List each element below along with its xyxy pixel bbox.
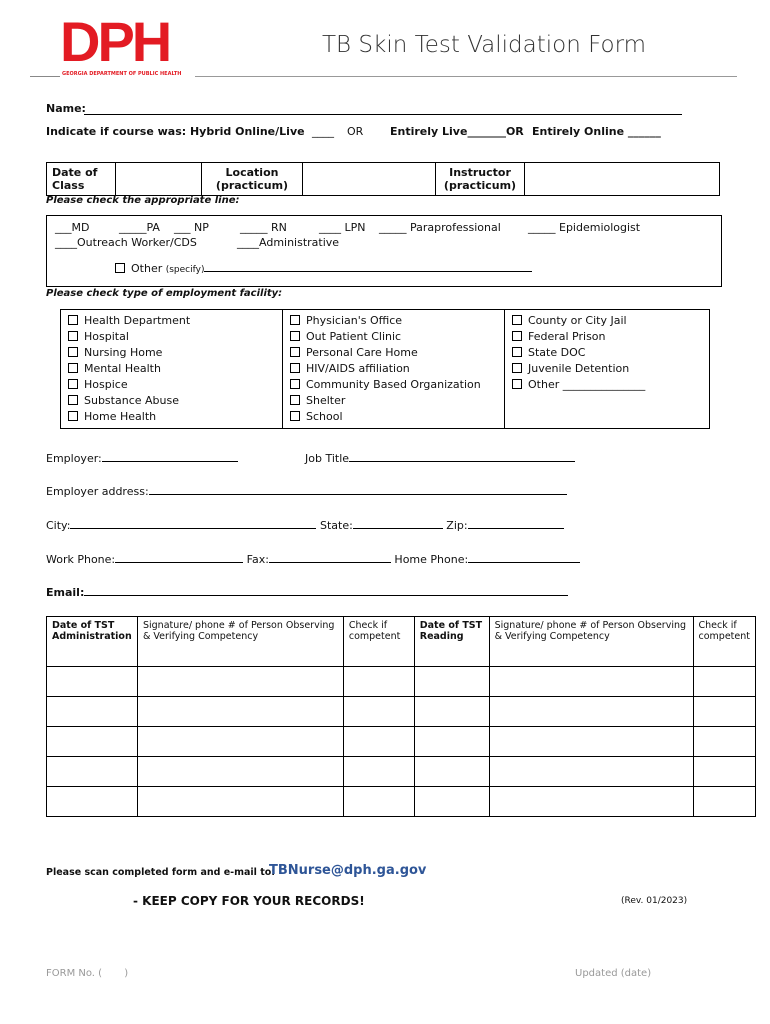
facility-option-state-doc[interactable] bbox=[512, 345, 702, 361]
checkbox-icon[interactable] bbox=[68, 331, 78, 341]
tst-cell-reading-date[interactable] bbox=[414, 667, 489, 697]
tst-cell-admin-competent[interactable] bbox=[343, 757, 414, 787]
facility-col-1 bbox=[61, 310, 283, 429]
prof-admin[interactable]: ____Administrative bbox=[237, 236, 340, 249]
facility-option-juvenile-detention[interactable] bbox=[512, 361, 702, 377]
tst-cell-reading-date[interactable] bbox=[414, 697, 489, 727]
checkbox-icon[interactable] bbox=[290, 395, 300, 405]
tst-cell-reading-competent[interactable] bbox=[693, 787, 755, 817]
logo-rule bbox=[30, 76, 60, 77]
employer-address-row bbox=[46, 484, 567, 498]
tst-cell-admin-competent[interactable] bbox=[343, 787, 414, 817]
facility-option-hospital[interactable] bbox=[68, 329, 275, 345]
tst-header-reading-signature: Signature/ phone # of Person Observing & Verifying Competency bbox=[489, 617, 693, 667]
facility-table bbox=[60, 309, 710, 429]
tst-row bbox=[47, 787, 756, 817]
facility-option-mental-health[interactable] bbox=[68, 361, 275, 377]
scan-text: Please scan completed form and e-mail to: bbox=[46, 867, 276, 878]
facility-option-label: County or City Jail bbox=[528, 314, 627, 327]
keep-copy-text: - KEEP COPY FOR YOUR RECORDS! bbox=[133, 894, 365, 908]
date-of-class-field[interactable] bbox=[116, 163, 202, 196]
tst-cell-reading-competent[interactable] bbox=[693, 697, 755, 727]
employer-row bbox=[46, 451, 238, 465]
prof-other-row[interactable] bbox=[115, 261, 532, 275]
employer-address-field[interactable] bbox=[149, 484, 567, 495]
prof-md[interactable]: ___MD bbox=[55, 221, 90, 234]
prof-rn[interactable]: _____ RN bbox=[240, 221, 287, 234]
facility-option-out-patient-clinic[interactable] bbox=[290, 329, 497, 345]
tst-cell-admin-date[interactable] bbox=[47, 787, 138, 817]
prof-para[interactable]: _____ Paraprofessional bbox=[379, 221, 501, 234]
course-blank[interactable]: ____ bbox=[312, 125, 334, 138]
prof-np[interactable]: ___ NP bbox=[174, 221, 209, 234]
tst-header-admin-date: Date of TST Administration bbox=[47, 617, 138, 667]
email-field[interactable] bbox=[84, 585, 568, 596]
facility-label: Please check type of employment facility: bbox=[46, 288, 283, 299]
fax-field[interactable] bbox=[269, 552, 391, 563]
tst-cell-admin-date[interactable] bbox=[47, 757, 138, 787]
facility-option-label: Substance Abuse bbox=[84, 394, 179, 407]
facility-option-hiv-aids-affiliation[interactable] bbox=[290, 361, 497, 377]
tst-header-reading-date: Date of TST Reading bbox=[414, 617, 489, 667]
facility-option-personal-care-home[interactable] bbox=[290, 345, 497, 361]
facility-option-label: Hospital bbox=[84, 330, 129, 343]
checkbox-icon[interactable] bbox=[68, 315, 78, 325]
professions-box bbox=[46, 215, 722, 287]
name-field[interactable] bbox=[84, 114, 682, 115]
checkbox-icon[interactable] bbox=[512, 363, 522, 373]
form-number: FORM No. ( ) bbox=[46, 968, 129, 979]
other-checkbox[interactable] bbox=[115, 263, 125, 273]
fax-label: Fax: bbox=[246, 553, 269, 566]
facility-option-label: Health Department bbox=[84, 314, 191, 327]
prof-epi[interactable]: _____ Epidemiologist bbox=[528, 221, 641, 234]
facility-option-label: School bbox=[306, 410, 343, 423]
checkbox-icon[interactable] bbox=[512, 347, 522, 357]
checkbox-icon[interactable] bbox=[290, 411, 300, 421]
state-field[interactable] bbox=[353, 518, 443, 529]
checkbox-icon[interactable] bbox=[68, 347, 78, 357]
checkbox-icon[interactable] bbox=[68, 363, 78, 373]
title-rule bbox=[195, 76, 737, 77]
instructor-label: Instructor (practicum) bbox=[436, 163, 525, 196]
facility-option-label: Shelter bbox=[306, 394, 346, 407]
tst-cell-admin-signature[interactable] bbox=[137, 727, 343, 757]
job-title-field[interactable] bbox=[349, 451, 575, 462]
tst-cell-admin-signature[interactable] bbox=[137, 757, 343, 787]
facility-option-label: Out Patient Clinic bbox=[306, 330, 402, 343]
tst-cell-admin-date[interactable] bbox=[47, 697, 138, 727]
facility-option-label: Personal Care Home bbox=[306, 346, 418, 359]
work-phone-field[interactable] bbox=[115, 552, 243, 563]
name-label: Name: bbox=[46, 102, 86, 115]
city-row bbox=[46, 518, 564, 532]
facility-option-label: State DOC bbox=[528, 346, 586, 359]
date-of-class-label: Date of Class bbox=[47, 163, 116, 196]
facility-option-shelter[interactable] bbox=[290, 393, 497, 409]
facility-option-label: Federal Prison bbox=[528, 330, 606, 343]
prof-outreach[interactable]: ____Outreach Worker/CDS bbox=[55, 236, 197, 249]
instructor-field[interactable] bbox=[525, 163, 720, 196]
facility-option-label: Physician's Office bbox=[306, 314, 403, 327]
course-entirely-live[interactable]: Entirely Live_______OR bbox=[390, 125, 524, 138]
facility-option-hospice[interactable] bbox=[68, 377, 275, 393]
facility-option-substance-abuse[interactable] bbox=[68, 393, 275, 409]
facility-option-label: Juvenile Detention bbox=[528, 362, 630, 375]
tst-header-admin-signature: Signature/ phone # of Person Observing & Verifying Competency bbox=[137, 617, 343, 667]
checkbox-icon[interactable] bbox=[68, 395, 78, 405]
checkbox-icon[interactable] bbox=[68, 379, 78, 389]
course-prefix: Indicate if course was: Hybrid Online/Live bbox=[46, 125, 305, 138]
tst-cell-admin-signature[interactable] bbox=[137, 697, 343, 727]
facility-option-label: Other _______________ bbox=[528, 378, 646, 391]
state-label: State: bbox=[319, 519, 353, 532]
facility-option-physician-s-office[interactable] bbox=[290, 313, 497, 329]
facility-option-label: Home Health bbox=[84, 410, 157, 423]
work-phone-label: Work Phone: bbox=[46, 553, 116, 566]
course-or: OR bbox=[347, 125, 364, 138]
facility-option-federal-prison[interactable] bbox=[512, 329, 702, 345]
location-field[interactable] bbox=[303, 163, 436, 196]
checkbox-icon[interactable] bbox=[290, 315, 300, 325]
facility-option-nursing-home[interactable] bbox=[68, 345, 275, 361]
facility-option-label: Hospice bbox=[84, 378, 128, 391]
checkbox-icon[interactable] bbox=[290, 331, 300, 341]
facility-option-school[interactable] bbox=[290, 409, 497, 425]
email-label: Email: bbox=[46, 586, 85, 599]
facility-option-community-based-organization[interactable] bbox=[290, 377, 497, 393]
tst-cell-reading-signature[interactable] bbox=[489, 697, 693, 727]
prof-lpn[interactable]: ____ LPN bbox=[319, 221, 366, 234]
tst-cell-admin-date[interactable] bbox=[47, 667, 138, 697]
logo-letters: DPH bbox=[60, 10, 170, 73]
location-label: Location (practicum) bbox=[202, 163, 303, 196]
tst-cell-reading-competent[interactable] bbox=[693, 727, 755, 757]
logo-subtitle: GEORGIA DEPARTMENT OF PUBLIC HEALTH bbox=[62, 71, 182, 77]
tst-cell-admin-signature[interactable] bbox=[137, 787, 343, 817]
checkbox-icon[interactable] bbox=[290, 379, 300, 389]
prof-other-specify: (specify) bbox=[165, 265, 205, 275]
course-entirely-online[interactable]: Entirely Online ______ bbox=[532, 125, 661, 138]
dph-logo bbox=[30, 10, 195, 80]
tst-cell-reading-signature[interactable] bbox=[489, 757, 693, 787]
checkbox-icon[interactable] bbox=[68, 411, 78, 421]
tst-row bbox=[47, 697, 756, 727]
tst-table bbox=[46, 616, 756, 817]
tst-cell-reading-signature[interactable] bbox=[489, 727, 693, 757]
tst-cell-reading-signature[interactable] bbox=[489, 787, 693, 817]
facility-option-home-health[interactable] bbox=[68, 409, 275, 425]
tst-cell-admin-signature[interactable] bbox=[137, 667, 343, 697]
tst-cell-reading-competent[interactable] bbox=[693, 667, 755, 697]
facility-option-county-or-city-jail[interactable] bbox=[512, 313, 702, 329]
tst-cell-admin-competent[interactable] bbox=[343, 697, 414, 727]
checkbox-icon[interactable] bbox=[290, 347, 300, 357]
employer-label: Employer: bbox=[46, 452, 102, 465]
prof-other: Other bbox=[131, 262, 163, 275]
tst-cell-reading-date[interactable] bbox=[414, 787, 489, 817]
facility-option-health-department[interactable] bbox=[68, 313, 275, 329]
tst-row bbox=[47, 667, 756, 697]
submit-email-link[interactable]: TBNurse@dph.ga.gov bbox=[269, 863, 427, 878]
name-row bbox=[46, 102, 86, 115]
facility-option-label: Nursing Home bbox=[84, 346, 163, 359]
updated-date: Updated (date) bbox=[575, 968, 652, 979]
checkbox-icon[interactable] bbox=[512, 331, 522, 341]
revision-text: (Rev. 01/2023) bbox=[621, 896, 688, 906]
job-title-row bbox=[305, 451, 575, 465]
zip-field[interactable] bbox=[468, 518, 564, 529]
facility-col-3 bbox=[505, 310, 710, 429]
other-specify-field[interactable] bbox=[204, 261, 532, 272]
city-label: City: bbox=[46, 519, 71, 532]
tst-row bbox=[47, 757, 756, 787]
tst-header-admin-competent: Check if competent bbox=[343, 617, 414, 667]
check-line-label: Please check the appropriate line: bbox=[46, 195, 240, 206]
checkbox-icon[interactable] bbox=[512, 315, 522, 325]
facility-option-label: Community Based Organization bbox=[306, 378, 481, 391]
job-title-label: Job Title bbox=[305, 452, 350, 465]
tst-cell-reading-date[interactable] bbox=[414, 757, 489, 787]
tst-header-reading-competent: Check if competent bbox=[693, 617, 755, 667]
tst-cell-admin-date[interactable] bbox=[47, 727, 138, 757]
facility-col-2 bbox=[283, 310, 505, 429]
tst-cell-admin-competent[interactable] bbox=[343, 667, 414, 697]
checkbox-icon[interactable] bbox=[512, 379, 522, 389]
home-phone-field[interactable] bbox=[468, 552, 580, 563]
email-row bbox=[46, 585, 568, 599]
prof-pa[interactable]: _____PA bbox=[119, 221, 160, 234]
employer-field[interactable] bbox=[102, 451, 238, 462]
employer-address-label: Employer address: bbox=[46, 485, 149, 498]
facility-option-other[interactable] bbox=[512, 377, 702, 393]
tst-cell-reading-competent[interactable] bbox=[693, 757, 755, 787]
form-title: TB Skin Test Validation Form bbox=[322, 32, 647, 58]
city-field[interactable] bbox=[70, 518, 316, 529]
checkbox-icon[interactable] bbox=[290, 363, 300, 373]
facility-option-label: HIV/AIDS affiliation bbox=[306, 362, 410, 375]
facility-option-label: Mental Health bbox=[84, 362, 161, 375]
phone-row bbox=[46, 552, 580, 566]
class-info-table bbox=[46, 162, 720, 196]
zip-label: Zip: bbox=[446, 519, 468, 532]
home-phone-label: Home Phone: bbox=[394, 553, 469, 566]
tst-row bbox=[47, 727, 756, 757]
tst-cell-admin-competent[interactable] bbox=[343, 727, 414, 757]
tst-cell-reading-signature[interactable] bbox=[489, 667, 693, 697]
tst-cell-reading-date[interactable] bbox=[414, 727, 489, 757]
